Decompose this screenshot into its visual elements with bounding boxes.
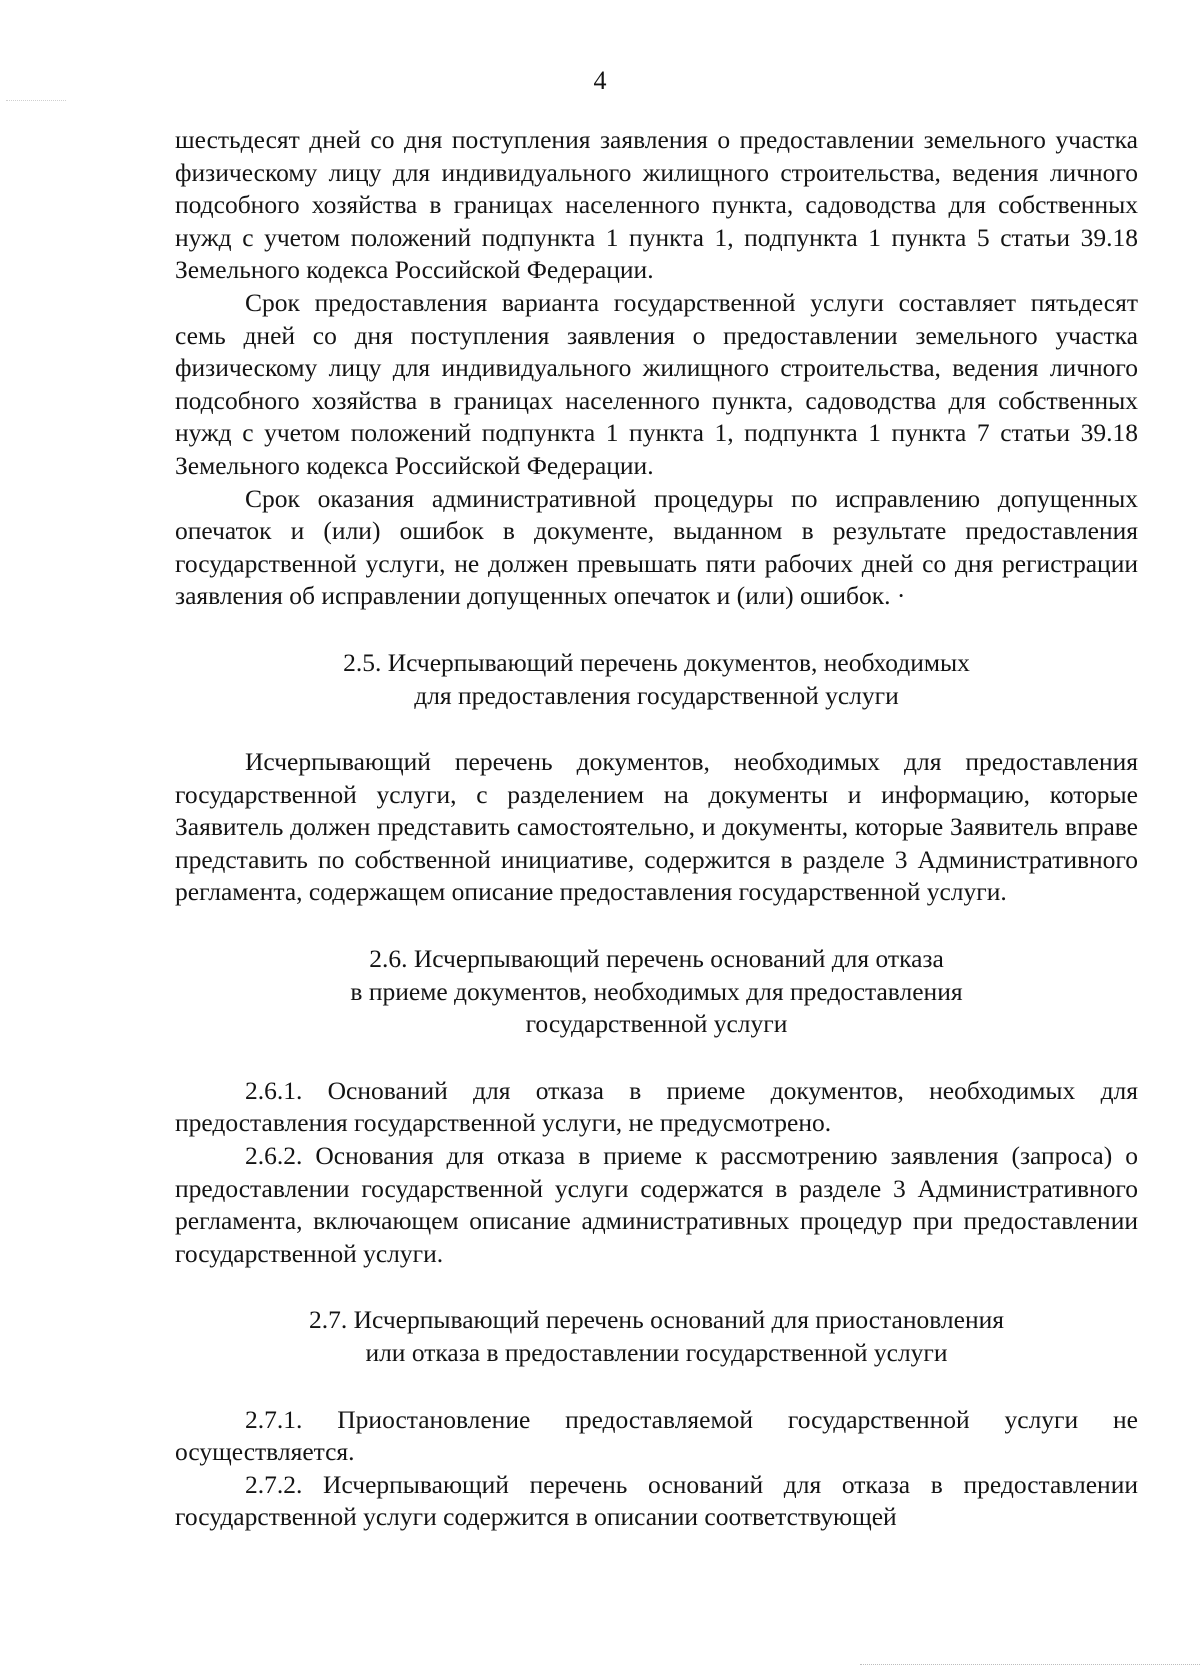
section-heading: [175, 647, 1138, 712]
section-heading-line: 2.6. Исчерпывающий перечень оснований для отказа: [369, 944, 944, 974]
section-heading-line: 2.5. Исчерпывающий перечень документов, необходимых: [343, 647, 970, 677]
section-heading-line: государственной услуги: [525, 1009, 788, 1039]
paragraph: 2.6.1. Оснований для отказа в приеме документов, необходимых для предоставления государственной услуги, не предусмотрено.: [175, 1075, 1138, 1138]
bottom-rule: [860, 1664, 1200, 1666]
section-heading-line: в приеме документов, необходимых для предоставления: [350, 976, 963, 1006]
paragraph: Срок предоставления варианта государственной услуги составляет пятьдесят семь дней со дня поступления заявления о предоставлении земельного участка физическому лицу для индивидуального жилищного строительства, ведения личного подсобного хозяйства в границах населенного пункта, садоводства для собственных нужд с учетом положений подпункта 1 пункта 1, подпункта 1 пункта 7 статьи 39.18 Земельного кодекса Российской Федерации.: [175, 287, 1138, 480]
paragraph: Срок оказания административной процедуры по исправлению допущенных опечаток и (или) ошибок в документе, выданном в результате предоставления государственной услуги, не должен превышать пяти рабочих дней со дня регистрации заявления об исправлении допущенных опечаток и (или) ошибок. ·: [175, 483, 1138, 611]
section-heading-line: 2.7. Исчерпывающий перечень оснований для приостановления: [308, 1305, 1004, 1335]
paragraph: 2.7.1. Приостановление предоставляемой государственной услуги не осуществляется.: [175, 1404, 1138, 1467]
paragraph: Исчерпывающий перечень документов, необходимых для предоставления государственной услуги, с разделением на документы и информацию, которые Заявитель должен представить самостоятельно, и документы, которые Заявитель вправе представить по собственной инициативе, содержится в разделе 3 Административного регламента, содержащем описание предоставления государственной услуги.: [175, 747, 1138, 907]
paragraph: 2.7.2. Исчерпывающий перечень оснований для отказа в предоставлении государственной услуги содержится в описании соответствующей: [175, 1469, 1138, 1532]
document-body: [175, 124, 1138, 1534]
section-heading: [175, 943, 1138, 1041]
section-heading-line: или отказа в предоставлении государственной услуги: [365, 1338, 948, 1367]
page-number: 4: [593, 66, 607, 95]
scan-artifact: [6, 100, 66, 102]
section-heading: [175, 1304, 1138, 1369]
paragraph: шестьдесят дней со дня поступления заявления о предоставлении земельного участка физическому лицу для индивидуального жилищного строительства, ведения личного подсобного хозяйства в границах населенного пункта, садоводства для собственных нужд с учетом положений подпункта 1 пункта 1, подпункта 1 пункта 5 статьи 39.18 Земельного кодекса Российской Федерации.: [175, 125, 1138, 285]
paragraph: 2.6.2. Основания для отказа в приеме к рассмотрению заявления (запроса) о предоставлении государственной услуги содержатся в разделе 3 Административного регламента, включающем описание административных процедур при предоставлении государственной услуги.: [175, 1141, 1138, 1268]
section-heading-line: для предоставления государственной услуги: [414, 680, 899, 710]
